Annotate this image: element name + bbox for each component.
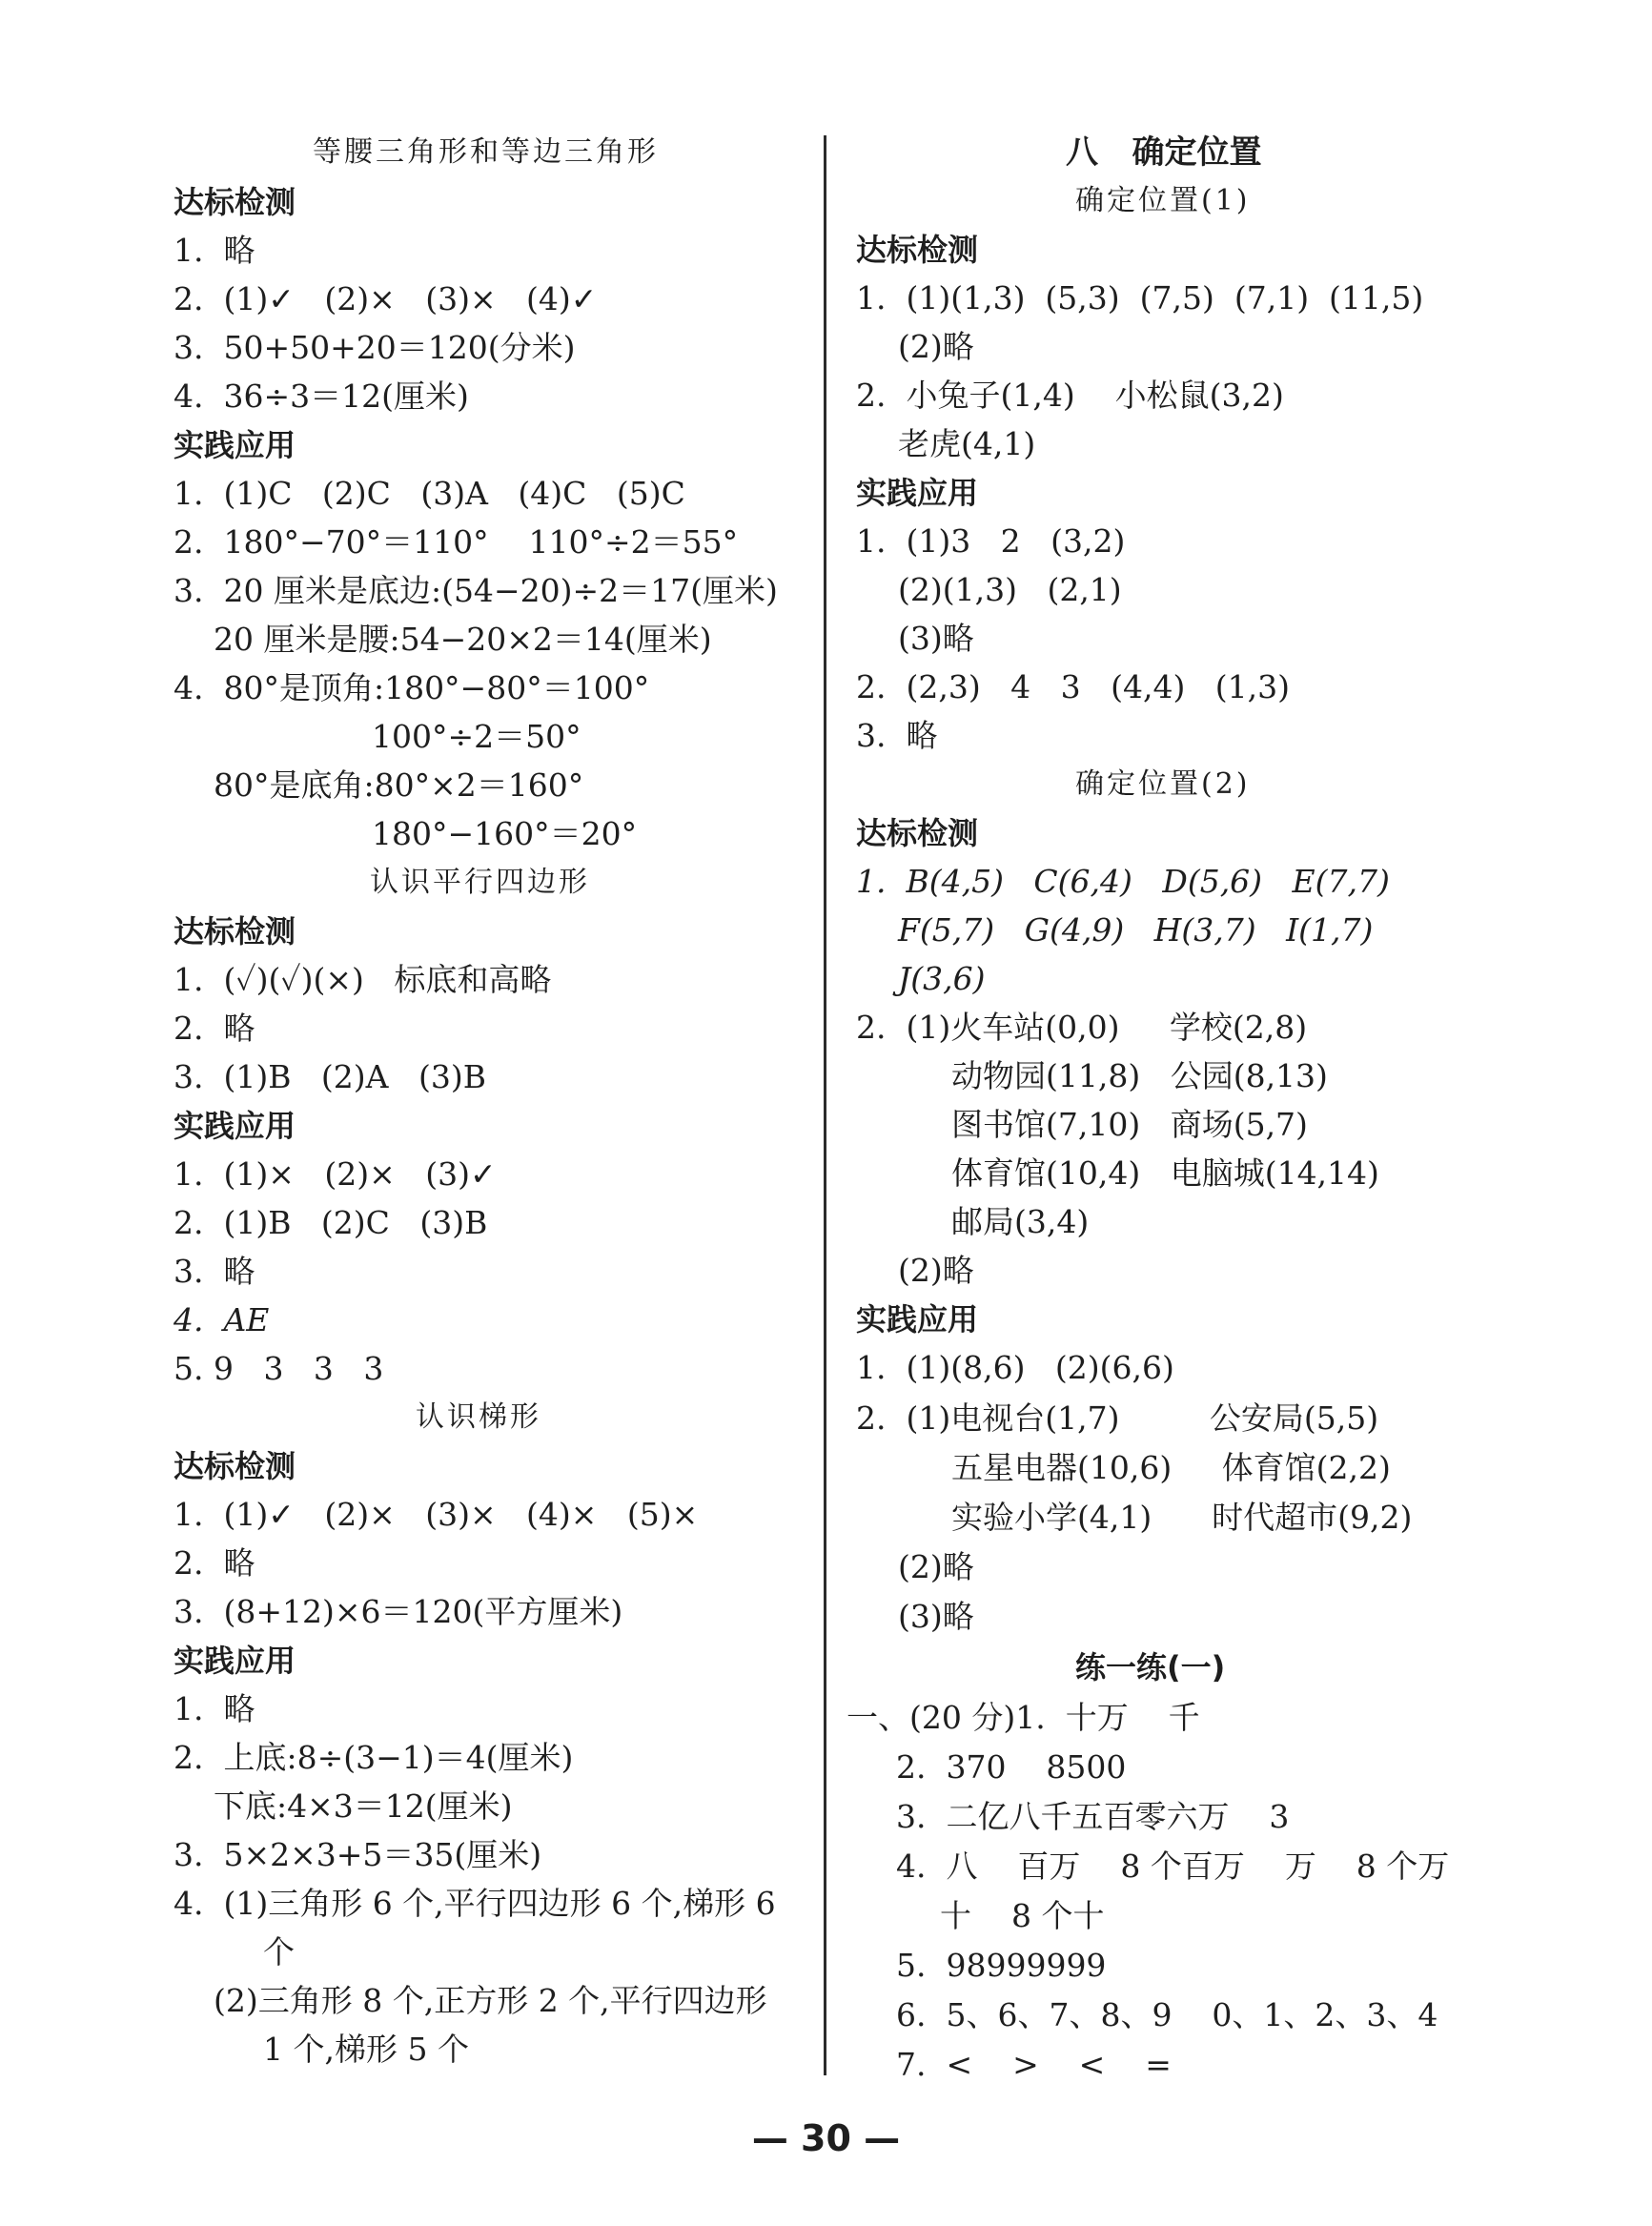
answer-line: 1. B(4,5) C(6,4) D(5,6) E(7,7): [856, 863, 1390, 900]
answer-line: (2)三角形 8 个,正方形 2 个,平行四边形: [214, 1982, 767, 2019]
answer-line: 5. 9 3 3 3: [173, 1350, 384, 1387]
answer-line: 4. 80°是顶角:180°−80°＝100°: [173, 669, 650, 706]
answer-line: 3. 二亿八千五百零六万 3: [896, 1798, 1290, 1835]
answer-line: 2. 370 8500: [896, 1748, 1127, 1786]
answer-line: 1. (1)C (2)C (3)A (4)C (5)C: [173, 475, 685, 512]
answer-line: 3. 5×2×3+5＝35(厘米): [173, 1836, 542, 1873]
answer-line: (2)(1,3) (2,1): [898, 571, 1122, 608]
answer-line: (3)略: [898, 620, 974, 657]
answer-line: 2. (2,3) 4 3 (4,4) (1,3): [856, 668, 1291, 705]
subheading: 实践应用: [173, 427, 296, 463]
answer-line: 3. 20 厘米是底边:(54−20)÷2＝17(厘米): [173, 572, 778, 609]
answer-line: 6. 5、6、7、8、9 0、1、2、3、4: [896, 1996, 1438, 2033]
answer-line: 2. 略: [173, 1010, 255, 1047]
answer-line: 图书馆(7,10) 商场(5,7): [951, 1106, 1308, 1143]
answer-line: 100°÷2＝50°: [372, 718, 581, 755]
answer-line: 1. (✓)(✓)(×) 标底和高略: [173, 961, 552, 998]
answer-line: 4. AE: [173, 1301, 270, 1338]
answer-line: 7. < > < =: [896, 2046, 1172, 2083]
subheading: 达标检测: [856, 232, 979, 268]
answer-line: 2. 上底:8÷(3−1)＝4(厘米): [173, 1739, 574, 1776]
answer-line: 5. 98999999: [896, 1947, 1107, 1984]
answer-line: 1. (1)3 2 (3,2): [856, 522, 1126, 560]
answer-line: 3. 50+50+20＝120(分米): [173, 329, 576, 366]
answer-line: 1 个,梯形 5 个: [263, 2031, 469, 2068]
section-title: 认识梯形: [416, 1400, 541, 1434]
section-title: 确定位置(2): [1075, 767, 1251, 801]
answer-line: 五星电器(10,6) 体育馆(2,2): [951, 1449, 1391, 1486]
answer-line: (2)略: [898, 1252, 974, 1289]
section-title: 等腰三角形和等边三角形: [313, 135, 659, 169]
answer-line: 1. (1)✓ (2)× (3)× (4)× (5)×: [173, 1496, 699, 1533]
column-divider: [824, 135, 826, 2075]
answer-line: 2. 180°−70°＝110° 110°÷2＝55°: [173, 523, 739, 561]
subheading: 达标检测: [173, 184, 296, 220]
answer-line: 3. 略: [856, 717, 938, 754]
chapter-title: 八 确定位置: [1066, 133, 1262, 172]
answer-line: 个: [263, 1933, 295, 1971]
answer-line: 邮局(3,4): [951, 1203, 1090, 1240]
answer-line: (2)略: [898, 1548, 974, 1585]
answer-line: (2)略: [898, 328, 974, 365]
answer-line: 下底:4×3＝12(厘米): [214, 1787, 513, 1825]
answer-line: 4. 36÷3＝12(厘米): [173, 378, 469, 415]
answer-line: 体育馆(10,4) 电脑城(14,14): [951, 1154, 1379, 1192]
subheading: 实践应用: [173, 1108, 296, 1144]
subheading: 达标检测: [173, 913, 296, 950]
subheading: 达标检测: [173, 1448, 296, 1484]
answer-line: 2. (1)✓ (2)× (3)× (4)✓: [173, 280, 598, 317]
answer-line: 3. (1)B (2)A (3)B: [173, 1058, 486, 1095]
answer-line: 20 厘米是腰:54−20×2＝14(厘米): [214, 621, 712, 658]
answer-line: 180°−160°＝20°: [372, 815, 638, 852]
subheading: 达标检测: [856, 815, 979, 851]
section-title: 认识平行四边形: [370, 866, 590, 899]
answer-line: J(3,6): [898, 960, 986, 997]
answer-line: 1. 略: [173, 1690, 255, 1727]
answer-line: 2. 小兔子(1,4) 小松鼠(3,2): [856, 377, 1284, 414]
answer-line: 动物园(11,8) 公园(8,13): [951, 1057, 1328, 1094]
answer-line: 3. 略: [173, 1253, 255, 1290]
subheading: 实践应用: [173, 1643, 296, 1679]
answer-line: 2. (1)B (2)C (3)B: [173, 1204, 488, 1241]
answer-line: 1. (1)× (2)× (3)✓: [173, 1155, 497, 1193]
answer-line: 1. 略: [173, 232, 255, 269]
answer-line: 3. (8+12)×6＝120(平方厘米): [173, 1593, 623, 1630]
answer-line: 2. (1)火车站(0,0) 学校(2,8): [856, 1009, 1308, 1046]
answer-line: 2. 略: [173, 1544, 255, 1582]
section-title: 确定位置(1): [1075, 184, 1251, 217]
answer-line: 实验小学(4,1) 时代超市(9,2): [951, 1499, 1413, 1536]
answer-line: 2. (1)电视台(1,7) 公安局(5,5): [856, 1399, 1379, 1437]
answer-line: 十 8 个十: [940, 1897, 1105, 1934]
answer-line: 老虎(4,1): [898, 425, 1036, 462]
section-title: 练一练(一): [1075, 1649, 1226, 1685]
answer-line: 4. 八 百万 8 个百万 万 8 个万: [896, 1848, 1450, 1885]
subheading: 实践应用: [856, 475, 979, 511]
answer-line: F(5,7) G(4,9) H(3,7) I(1,7): [898, 911, 1374, 949]
page-number: — 30 —: [751, 2117, 901, 2159]
answer-line: 一、(20 分)1. 十万 千: [846, 1699, 1200, 1736]
answer-line: 80°是底角:80°×2＝160°: [214, 766, 584, 804]
subheading: 实践应用: [856, 1301, 979, 1338]
answer-line: 1. (1)(8,6) (2)(6,6): [856, 1349, 1174, 1386]
answer-line: (3)略: [898, 1598, 974, 1635]
answer-line: 1. (1)(1,3) (5,3) (7,5) (7,1) (11,5): [856, 279, 1424, 317]
answer-line: 4. (1)三角形 6 个,平行四边形 6 个,梯形 6: [173, 1885, 776, 1922]
